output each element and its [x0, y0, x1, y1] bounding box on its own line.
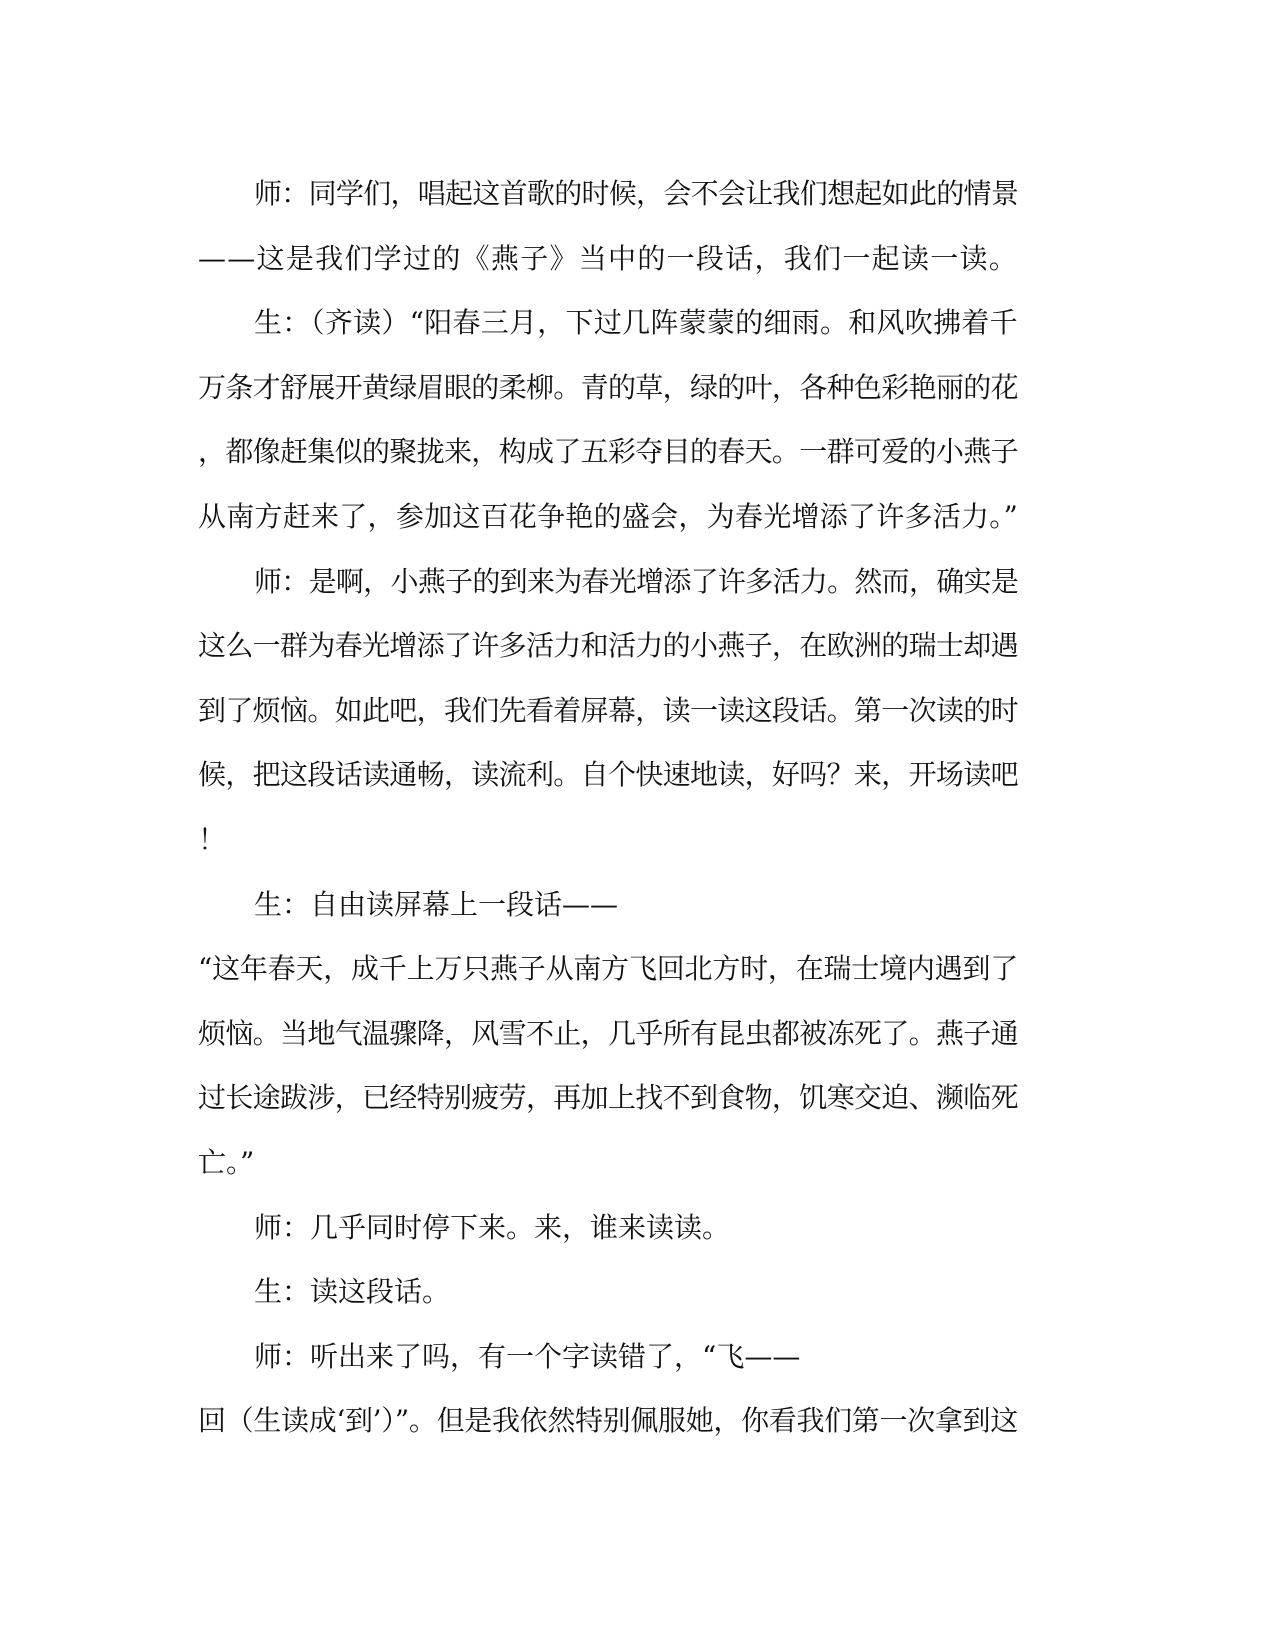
- text-line: 过长途跋涉，已经特别疲劳，再加上找不到食物，饥寒交迫、濒临死: [198, 1081, 1018, 1115]
- text-line: 生：自由读屏幕上一段话——: [254, 887, 619, 921]
- text-line: 生：读这段话。: [254, 1275, 451, 1309]
- text-line: ！: [198, 822, 227, 856]
- text-line: 到了烦恼。如此吧，我们先看着屏幕，读一读这段话。第一次读的时: [198, 693, 1018, 727]
- text-line: 师：几乎同时停下来。来，谁来读读。: [254, 1210, 731, 1244]
- text-line: ，都像赶集似的聚拢来，构成了五彩夺目的春天。一群可爱的小燕子: [198, 435, 1018, 469]
- text-line: 师：听出来了吗，有一个字读错了，“飞——: [254, 1339, 801, 1373]
- text-line: 生：（齐读）“阳春三月，下过几阵蒙蒙的细雨。和风吹拂着千: [254, 306, 1018, 340]
- text-line: 从南方赶来了，参加这百花争艳的盛会，为春光增添了许多活力。”: [198, 499, 1019, 533]
- text-line: 亡。”: [198, 1145, 255, 1179]
- text-line: 师：是啊，小燕子的到来为春光增添了许多活力。然而，确实是: [254, 564, 1019, 598]
- text-line: 这么一群为春光增添了许多活力和活力的小燕子，在欧洲的瑞士却遇: [198, 629, 1018, 663]
- text-line: “这年春天，成千上万只燕子从南方飞回北方时，在瑞士境内遇到了: [198, 952, 1019, 986]
- text-line: 候，把这段话读通畅，读流利。自个快速地读，好吗？来，开场读吧: [198, 758, 1018, 792]
- document-body: [198, 162, 1078, 1454]
- text-line: ——这是我们学过的《燕子》当中的一段话，我们一起读一读。: [198, 241, 1019, 275]
- text-line: 万条才舒展开黄绿眉眼的柔柳。青的草，绿的叶，各种色彩艳丽的花: [198, 370, 1018, 404]
- text-line: 烦恼。当地气温骤降，风雪不止，几乎所有昆虫都被冻死了。燕子通: [198, 1016, 1018, 1050]
- text-line: 回（生读成‘到’）”。但是我依然特别佩服她，你看我们第一次拿到这: [198, 1404, 1018, 1438]
- text-line: 师：同学们，唱起这首歌的时候，会不会让我们想起如此的情景: [254, 177, 1019, 210]
